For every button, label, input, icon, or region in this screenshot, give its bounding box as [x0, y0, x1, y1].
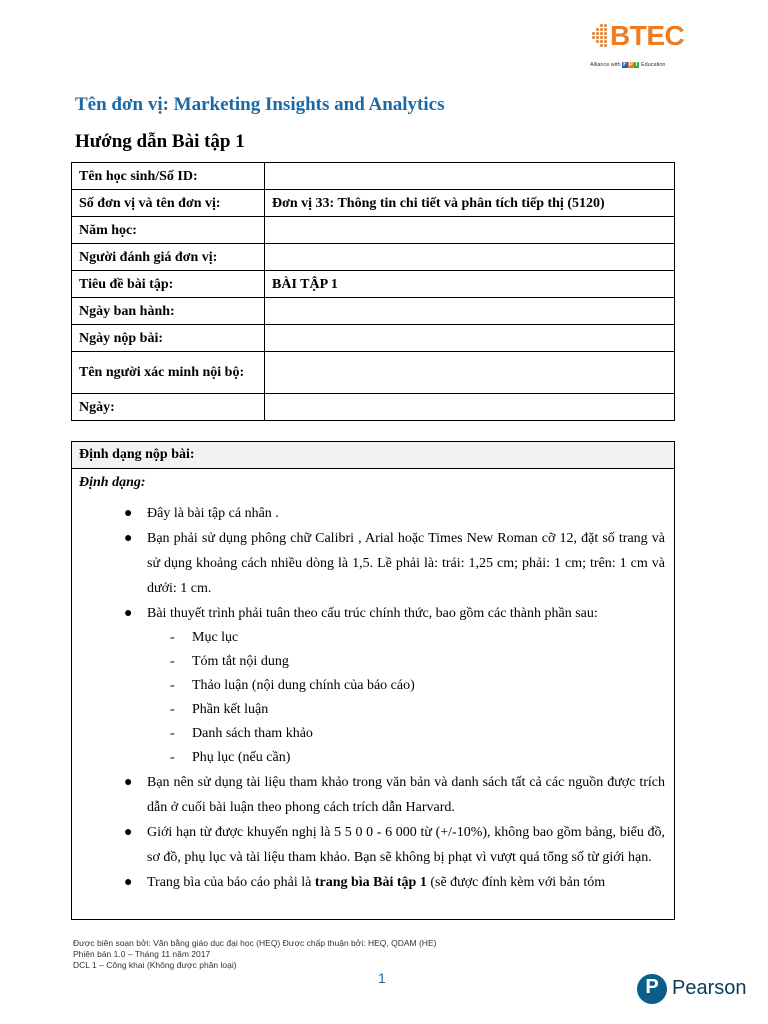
sub-item-text: Phần kết luận [192, 702, 269, 717]
fpt-letter-p: P [628, 62, 633, 68]
list-item [72, 650, 674, 674]
sub-item-text: Danh sách tham khảo [192, 726, 313, 741]
btec-dots-icon [590, 24, 608, 50]
bullet-text: Đây là bài tập cá nhân . [147, 506, 279, 521]
list-item [72, 526, 674, 601]
row-label: Người đánh giá đơn vị: [72, 244, 265, 271]
row-label: Ngày nộp bài: [72, 325, 265, 352]
bullet-text-pre: Trang bìa của báo cáo phải là [147, 875, 315, 890]
row-value [265, 352, 675, 394]
alliance-prefix: Alliance with [590, 62, 621, 68]
row-label: Tên học sinh/Số ID: [72, 163, 265, 190]
row-label: Ngày: [72, 394, 265, 421]
footer-line: Phiên bản 1.0 – Tháng 11 năm 2017 [73, 949, 211, 959]
list-item [72, 870, 674, 895]
list-item [72, 674, 674, 698]
btec-brand-text: BTEC [610, 20, 685, 51]
bullet-icon: ● [124, 875, 133, 890]
list-item [72, 820, 674, 870]
row-label: Năm học: [72, 217, 265, 244]
table-row [72, 163, 675, 190]
dash-icon: - [170, 654, 175, 669]
bullet-text: Bạn nên sử dụng tài liệu tham khảo trong văn bản và danh sách tất cả các nguồn được trích dẫn ở cuối bài luận theo phong cách trích dẫn Harvard. [147, 775, 665, 815]
pearson-p-icon: P [637, 974, 667, 1004]
submission-format-box [71, 441, 675, 920]
bullet-text-bold: trang bìa Bài tập 1 [314, 875, 427, 890]
bullet-text: Bài thuyết trình phải tuân theo cấu trúc chính thức, bao gồm các thành phần sau: [147, 606, 598, 621]
row-value [265, 217, 675, 244]
sub-item-text: Thảo luận (nội dung chính của báo cáo) [192, 678, 415, 693]
list-item [72, 626, 674, 650]
footer-line: Được biên soạn bởi: Văn bằng giáo dục đại học (HEQ) Được chấp thuận bởi: HEQ, QDAM (HE) [73, 938, 437, 948]
list-item [72, 501, 674, 526]
page-number: 1 [378, 970, 386, 986]
sub-item-text: Tóm tắt nội dung [192, 654, 289, 669]
bullet-icon: ● [124, 531, 133, 546]
table-row [72, 298, 675, 325]
sub-item-text: Mục lục [192, 630, 239, 645]
bullet-text: Giới hạn từ được khuyến nghị là 5 5 0 0 - 6 000 từ (+/-10%), không bao gồm bảng, biểu đồ, sơ đồ, phụ lục và tài liệu tham khảo. Bạn sẽ không bị phạt vì vượt quá tổng số từ giới hạn. [147, 825, 665, 865]
bullet-icon: ● [124, 506, 133, 521]
table-row [72, 271, 675, 298]
table-row [72, 325, 675, 352]
table-row [72, 190, 675, 217]
table-row [72, 394, 675, 421]
pearson-logo [637, 974, 747, 1006]
dash-icon: - [170, 630, 175, 645]
structure-sub-list [72, 626, 674, 770]
fpt-letter-f: F [623, 62, 627, 68]
table-row [72, 352, 675, 394]
format-box-heading: Định dạng nộp bài: [72, 442, 674, 469]
document-title: Hướng dẫn Bài tập 1 [75, 131, 245, 152]
unit-title: Tên đơn vị: Marketing Insights and Analytics [75, 94, 445, 115]
bullet-text: Bạn phải sử dụng phông chữ Calibri , Arial hoặc Times New Roman cỡ 12, đặt số trang và sử dụng khoảng cách nhiều dòng là 1,5. Lề phải là: trái: 1,25 cm; phải: 1 cm; trên: 1 cm và dưới: 1 cm. [147, 531, 665, 596]
row-value: BÀI TẬP 1 [265, 271, 675, 298]
dash-icon: - [170, 750, 175, 765]
assignment-info-table [71, 162, 675, 421]
list-item [72, 770, 674, 820]
dash-icon: - [170, 702, 175, 717]
list-item [72, 698, 674, 722]
row-value [265, 325, 675, 352]
row-label: Ngày ban hành: [72, 298, 265, 325]
format-subheading: Định dạng: [79, 475, 146, 490]
list-item [72, 746, 674, 770]
row-value [265, 394, 675, 421]
format-bullet-list-continued [72, 770, 674, 895]
bullet-text-post: (sẽ được đính kèm với bản tóm [426, 875, 606, 890]
format-bullet-list [72, 501, 674, 626]
alliance-suffix: Education [641, 62, 666, 68]
bullet-icon: ● [124, 825, 133, 840]
bullet-icon: ● [124, 775, 133, 790]
table-row [72, 244, 675, 271]
dash-icon: - [170, 726, 175, 741]
list-item [72, 722, 674, 746]
row-label: Tên người xác minh nội bộ: [72, 352, 265, 394]
btec-logo [590, 18, 700, 78]
row-label: Tiêu đề bài tập: [72, 271, 265, 298]
row-value [265, 163, 675, 190]
row-value: Đơn vị 33: Thông tin chi tiết và phân tích tiếp thị (5120) [265, 190, 675, 217]
list-item [72, 601, 674, 626]
bullet-icon: ● [124, 606, 133, 621]
alliance-line [590, 62, 700, 68]
pearson-wordmark: Pearson [672, 977, 747, 999]
fpt-letter-t: T [634, 62, 639, 68]
row-value [265, 244, 675, 271]
page-footer [73, 938, 436, 971]
footer-line: DCL 1 – Công khai (Không được phân loại) [73, 960, 237, 970]
row-value [265, 298, 675, 325]
dash-icon: - [170, 678, 175, 693]
row-label: Số đơn vị và tên đơn vị: [72, 190, 265, 217]
table-row [72, 217, 675, 244]
sub-item-text: Phụ lục (nếu cần) [192, 750, 291, 765]
